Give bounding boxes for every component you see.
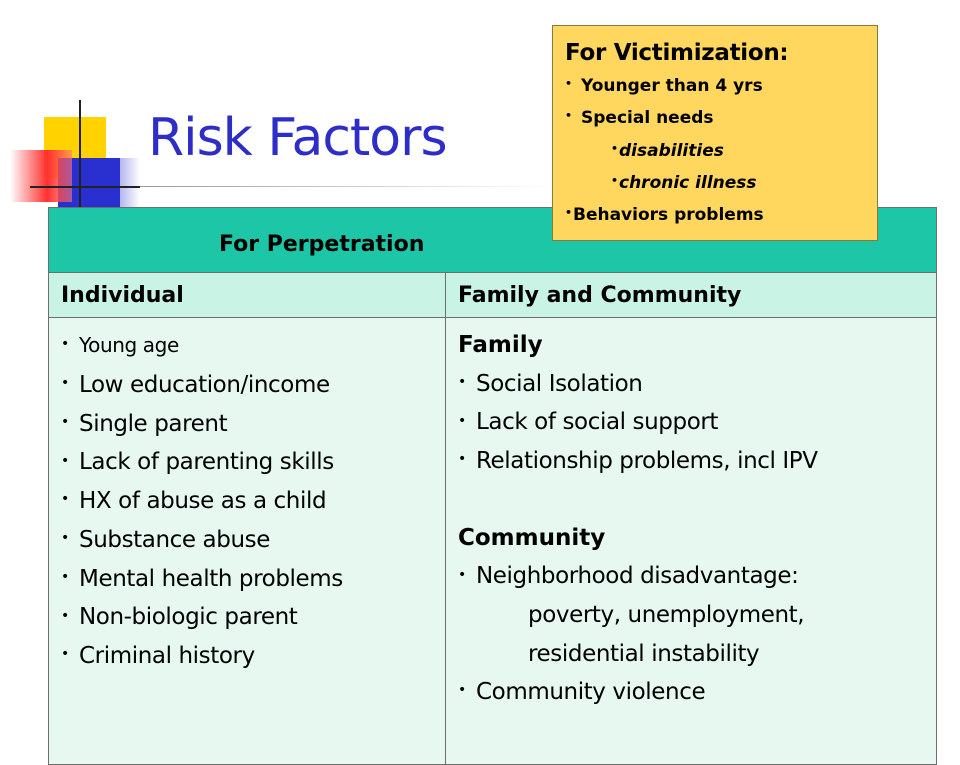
spacer [458,481,926,519]
list-item: • Single parent [61,405,435,444]
list-item: • Younger than 4 yrs [565,70,877,102]
list-item: • Non-biologic parent [61,598,435,637]
list-item: • Low education/income [61,366,435,405]
bullet-icon: • [61,413,69,430]
community-list [458,557,926,712]
list-item: • HX of abuse as a child [61,482,435,521]
perpetration-header: For Perpetration [49,208,937,273]
decor-blue-fade [100,158,140,210]
bullet-icon: • [458,682,466,699]
list-item-continuation: poverty, unemployment, [528,602,805,628]
list-item: • Community violence [458,673,926,712]
list-item: • Social Isolation [458,365,926,404]
column-header-row [49,273,937,318]
column-header-individual: Individual [49,273,446,318]
individual-list [61,326,435,676]
family-community-cell [446,318,937,765]
list-item: • Lack of parenting skills [61,443,435,482]
bullet-icon: • [611,141,619,155]
list-item: • Lack of social support [458,403,926,442]
bullet-icon: • [61,452,69,469]
victimization-callout [552,25,878,241]
bullet-icon: • [61,530,69,546]
list-item: • Special needs [565,102,877,134]
victimization-list [565,70,877,231]
list-item-continuation: residential instability [528,640,760,667]
bullet-icon: • [61,568,69,585]
decor-horizontal-line [30,186,140,188]
column-header-family-community: Family and Community [446,273,937,318]
table-body-row [49,318,937,765]
bullet-icon: • [458,412,466,429]
bullet-icon: • [61,646,69,663]
bullet-icon: • [458,566,466,583]
bullet-icon: • [565,77,573,90]
list-item: •Behaviors problems [565,199,877,231]
decor-red-square [10,150,72,202]
victimization-title: For Victimization: [565,40,789,66]
family-heading: Family [458,332,543,358]
list-item: • Relationship problems, incl IPV [458,442,926,481]
list-item: • Criminal history [61,637,435,676]
title-underline [140,186,550,187]
family-list [458,365,926,481]
list-item: •chronic illness [565,167,877,199]
decor-vertical-line [79,100,81,210]
slide-title: Risk Factors [148,108,447,168]
bullet-icon: • [61,491,69,508]
bullet-icon: • [61,607,69,624]
list-item: • Mental health problems [61,560,435,599]
bullet-icon: • [565,206,573,219]
list-item: • Substance abuse [61,521,435,560]
list-item: •disabilities [565,135,877,167]
bullet-icon: • [565,109,573,123]
bullet-icon: • [458,451,466,468]
risk-factors-table [48,207,937,765]
community-heading: Community [458,524,606,551]
individual-cell [49,318,446,765]
list-item: • Neighborhood disadvantage: [458,557,926,596]
bullet-icon: • [458,373,466,390]
bullet-icon: • [61,336,69,353]
bullet-icon: • [611,173,619,187]
list-item: • Young age [61,326,435,366]
bullet-icon: • [61,375,69,391]
